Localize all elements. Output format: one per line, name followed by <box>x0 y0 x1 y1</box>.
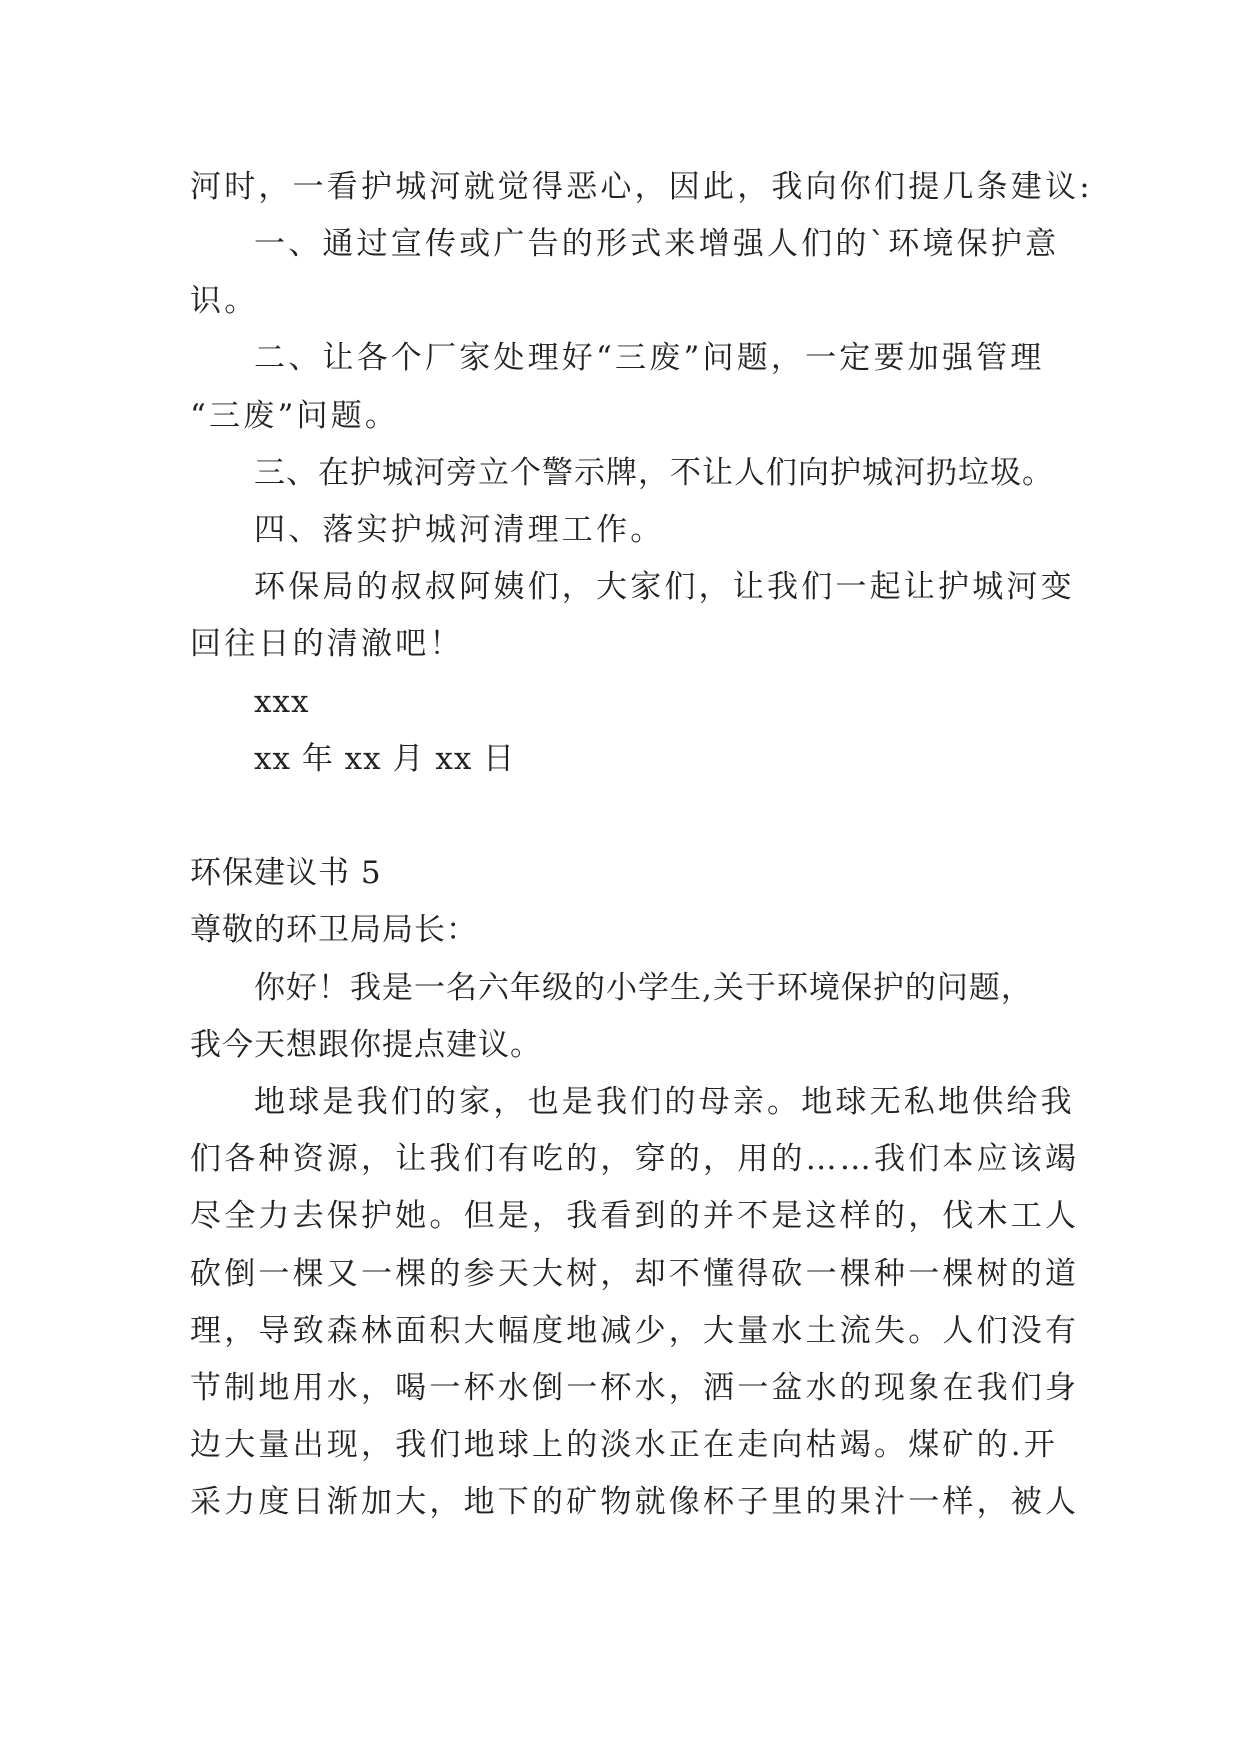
date-line: xx 年 xx 月 xx 日 <box>254 741 516 777</box>
text-line: 河时，一看护城河就觉得恶心，因此，我向你们提几条建议: <box>190 169 1093 205</box>
signature: xxx <box>254 684 310 720</box>
text-line: 我今天想跟你提点建议。 <box>190 1027 542 1063</box>
text-line: 四、落实护城河清理工作。 <box>254 512 665 548</box>
salutation: 尊敬的环卫局局长： <box>190 912 478 948</box>
text-line: 边大量出现，我们地球上的淡水正在走向枯竭。煤矿的.开 <box>190 1427 1059 1463</box>
section-title: 环保建议书 5 <box>190 855 382 891</box>
text-line: 三、在护城河旁立个警示牌，不让人们向护城河扔垃圾。 <box>254 455 1054 491</box>
text-line: 采力度日渐加大，地下的矿物就像杯子里的果汁一样，被人 <box>190 1484 1080 1520</box>
text-line: 识。 <box>190 283 259 319</box>
text-line: 一、通过宣传或广告的形式来增强人们的`环境保护意 <box>254 226 1060 262</box>
text-line: “三废”问题。 <box>190 398 400 434</box>
text-line: 尽全力去保护她。但是，我看到的并不是这样的，伐木工人 <box>190 1198 1080 1234</box>
text-line: 回往日的清澈吧！ <box>190 626 464 662</box>
text-line: 二、让各个厂家处理好“三废”问题，一定要加强管理 <box>254 340 1045 376</box>
text-line: 理，导致森林面积大幅度地减少，大量水土流失。人们没有 <box>190 1313 1080 1349</box>
text-line: 你好！我是一名六年级的小学生,关于环境保护的问题， <box>254 970 1033 1006</box>
text-line: 环保局的叔叔阿姨们，大家们，让我们一起让护城河变 <box>254 569 1075 605</box>
text-line: 们各种资源，让我们有吃的，穿的，用的……我们本应该竭 <box>190 1141 1080 1177</box>
text-line: 节制地用水，喝一杯水倒一杯水，洒一盆水的现象在我们身 <box>190 1370 1080 1406</box>
text-line: 地球是我们的家，也是我们的母亲。地球无私地供给我 <box>254 1084 1075 1120</box>
text-line: 砍倒一棵又一棵的参天大树，却不懂得砍一棵种一棵树的道 <box>190 1256 1080 1292</box>
